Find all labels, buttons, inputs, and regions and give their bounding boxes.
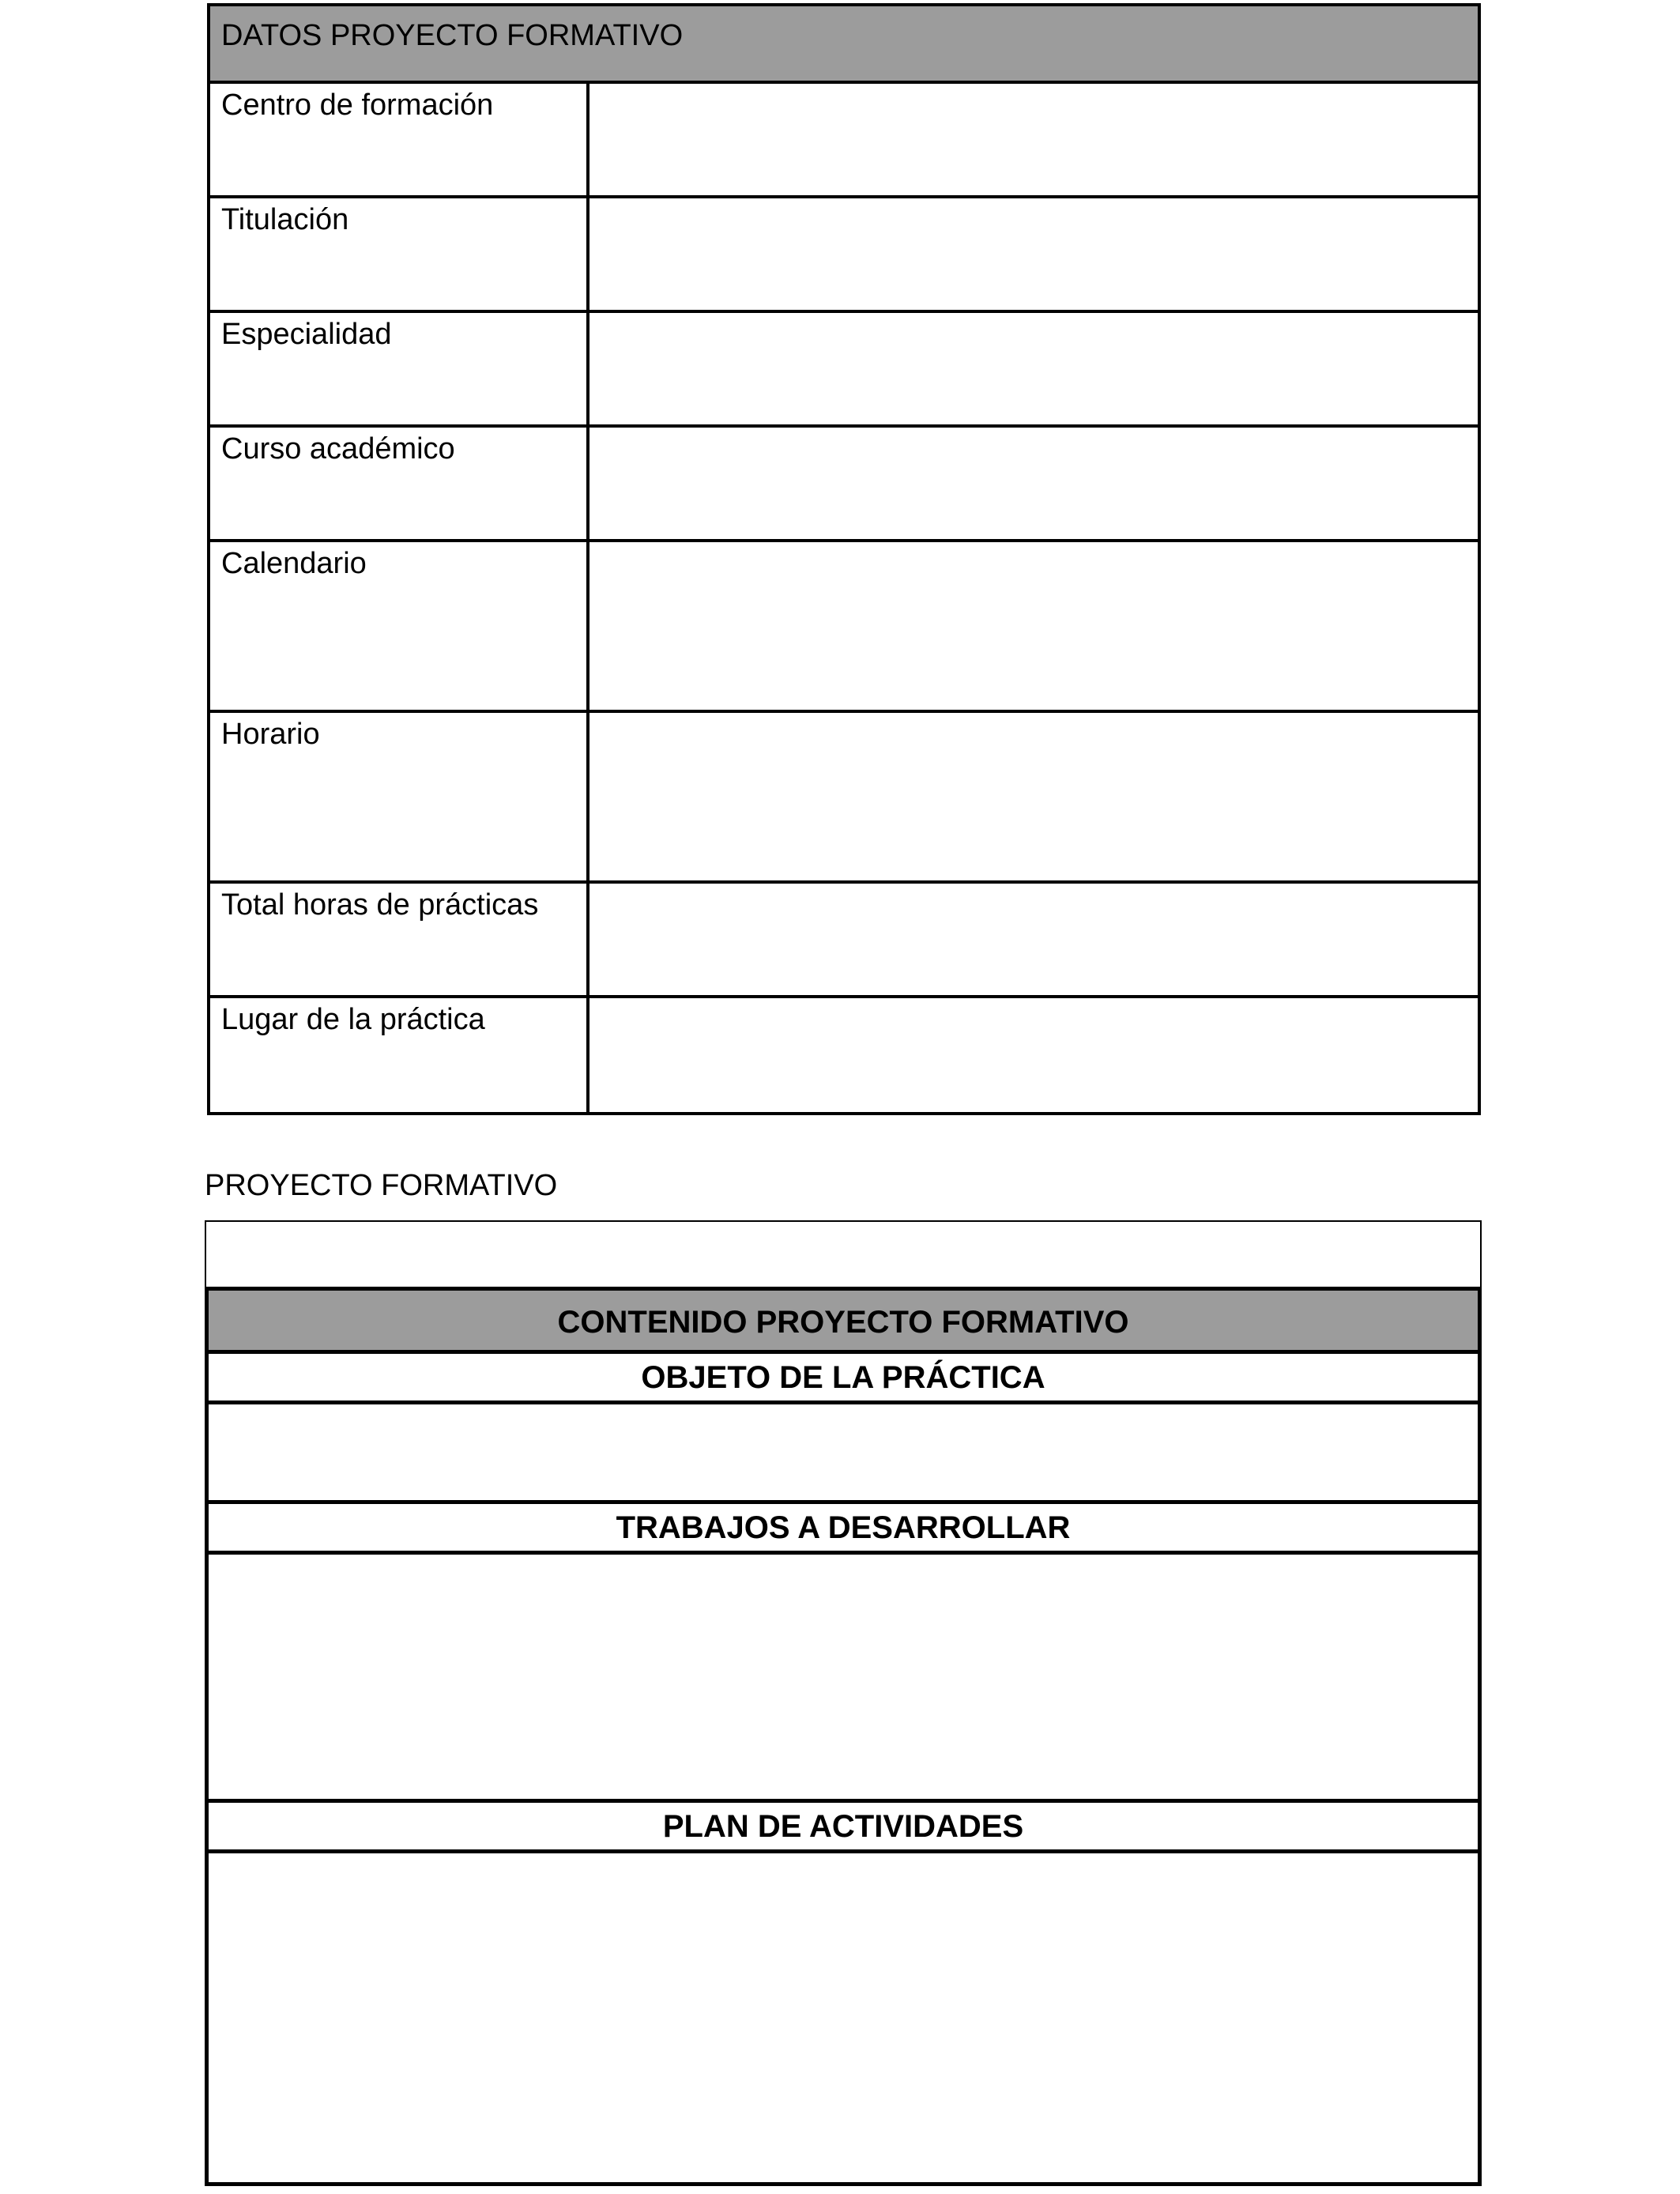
field-lugar-practica[interactable] (590, 998, 1478, 1112)
proyecto-blank-field[interactable] (205, 1220, 1482, 1287)
proyecto-formativo-title: PROYECTO FORMATIVO (205, 1169, 558, 1202)
row-label-lugar: Lugar de la práctica (210, 998, 590, 1112)
row-label-especialidad: Especialidad (210, 313, 590, 424)
field-horario[interactable] (590, 713, 1478, 880)
table-row (210, 428, 1478, 542)
plan-actividades-heading: PLAN DE ACTIVIDADES (209, 1803, 1478, 1853)
table-row (210, 713, 1478, 884)
field-calendario[interactable] (590, 542, 1478, 710)
trabajos-desarrollar-field[interactable] (209, 1555, 1478, 1803)
row-label-calendario: Calendario (210, 542, 590, 710)
contenido-table (205, 1287, 1482, 2186)
datos-proyecto-table (207, 3, 1481, 1115)
trabajos-desarrollar-heading: TRABAJOS A DESARROLLAR (209, 1504, 1478, 1555)
field-titulacion[interactable] (590, 198, 1478, 310)
table-row (210, 542, 1478, 713)
objeto-practica-field[interactable] (209, 1404, 1478, 1504)
field-especialidad[interactable] (590, 313, 1478, 424)
row-label-curso: Curso académico (210, 428, 590, 539)
row-label-centro: Centro de formación (210, 84, 590, 195)
proyecto-formativo-block (205, 1220, 1482, 2186)
row-label-total-horas: Total horas de prácticas (210, 884, 590, 995)
objeto-practica-heading: OBJETO DE LA PRÁCTICA (209, 1354, 1478, 1404)
table-row (210, 84, 1478, 198)
table-row (210, 313, 1478, 428)
table-row (210, 884, 1478, 998)
field-curso-academico[interactable] (590, 428, 1478, 539)
plan-actividades-field[interactable] (209, 1853, 1478, 2183)
row-label-titulacion: Titulación (210, 198, 590, 310)
table-row (210, 998, 1478, 1112)
field-centro-de-formacion[interactable] (590, 84, 1478, 195)
contenido-title: CONTENIDO PROYECTO FORMATIVO (209, 1291, 1478, 1354)
field-total-horas-practicas[interactable] (590, 884, 1478, 995)
table-row (210, 198, 1478, 313)
datos-table-title: DATOS PROYECTO FORMATIVO (210, 6, 1478, 84)
row-label-horario: Horario (210, 713, 590, 880)
